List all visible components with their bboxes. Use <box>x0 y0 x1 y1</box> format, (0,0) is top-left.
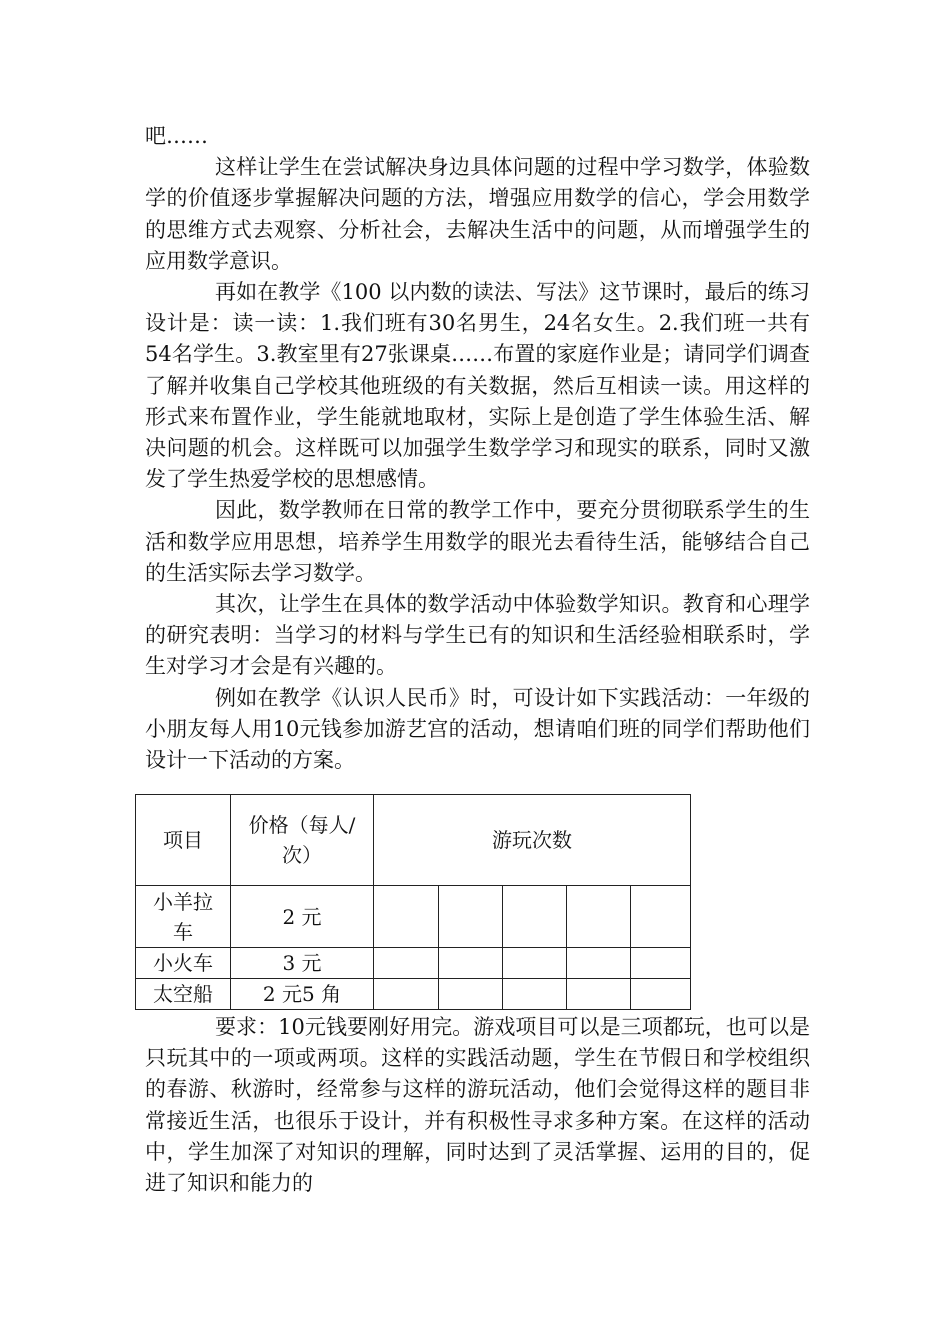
table-row <box>136 979 691 1010</box>
table-row <box>136 886 691 948</box>
empty-cell <box>631 948 691 979</box>
row-price: 3 元 <box>231 948 374 979</box>
paragraph: 例如在教学《认识人民币》时，可设计如下实践活动：一年级的小朋友每人用10元钱参加游艺宫的活动，想请咱们班的同学们帮助他们设计一下活动的方案。 <box>145 685 810 773</box>
header-play-count: 游玩次数 <box>374 795 691 886</box>
activity-table <box>135 794 691 1010</box>
empty-cell <box>503 979 567 1010</box>
row-item: 小火车 <box>136 948 231 979</box>
paragraph: 因此，数学教师在日常的教学工作中，要充分贯彻联系学生的生活和数学应用思想，培养学生用数学的眼光去看待生活，能够结合自己的生活实际去学习数学。 <box>145 498 810 585</box>
header-price: 价格（每人/次） <box>231 795 374 886</box>
paragraph: 其次，让学生在具体的数学活动中体验数学知识。教育和心理学的研究表明：当学习的材料与学生已有的知识和生活经验相联系时，学生对学习才会是有兴趣的。 <box>145 592 810 679</box>
empty-cell <box>631 979 691 1010</box>
empty-cell <box>567 979 631 1010</box>
empty-cell <box>374 948 439 979</box>
empty-cell <box>374 886 439 948</box>
table-row <box>136 948 691 979</box>
row-price: 2 元5 角 <box>231 979 374 1010</box>
row-item: 太空船 <box>136 979 231 1010</box>
body-text-bottom <box>145 1012 810 1199</box>
empty-cell <box>439 979 503 1010</box>
paragraph: 要求：10元钱要刚好用完。游戏项目可以是三项都玩，也可以是只玩其中的一项或两项。这样的实践活动题，学生在节假日和学校组织的春游、秋游时，经常参与这样的游玩活动，他们会觉得这样的题目非常接近生活，也很乐于设计，并有积极性寻求多种方案。在这样的活动中，学生加深了对知识的理解，同时达到了灵活掌握、运用的目的，促进了知识和能力的 <box>145 1015 810 1196</box>
empty-cell <box>567 948 631 979</box>
empty-cell <box>567 886 631 948</box>
empty-cell <box>631 886 691 948</box>
header-item: 项目 <box>136 795 231 886</box>
paragraph: 这样让学生在尝试解决身边具体问题的过程中学习数学，体验数学的价值逐步掌握解决问题的方法，增强应用数学的信心，学会用数学的思维方式去观察、分析社会，去解决生活中的问题，从而增强学生的应用数学意识。 <box>145 155 810 273</box>
body-text-top <box>145 121 810 776</box>
table-header-row <box>136 795 691 886</box>
empty-cell <box>374 979 439 1010</box>
row-item: 小羊拉车 <box>136 886 231 948</box>
empty-cell <box>439 886 503 948</box>
empty-cell <box>439 948 503 979</box>
empty-cell <box>503 948 567 979</box>
empty-cell <box>503 886 567 948</box>
paragraph: 吧…… <box>145 124 208 148</box>
paragraph: 再如在教学《100 以内数的读法、写法》这节课时，最后的练习设计是：读一读：1.我们班有30名男生，24名女生。2.我们班一共有54名学生。3.教室里有27张课桌……布置的家庭作业是；请同学们调查了解并收集自己学校其他班级的有关数据，然后互相读一读。用这样的形式来布置作业，学生能就地取材，实际上是创造了学生体验生活、解决问题的机会。这样既可以加强学生数学学习和现实的联系，同时又激发了学生热爱学校的思想感情。 <box>145 280 810 492</box>
row-price: 2 元 <box>231 886 374 948</box>
